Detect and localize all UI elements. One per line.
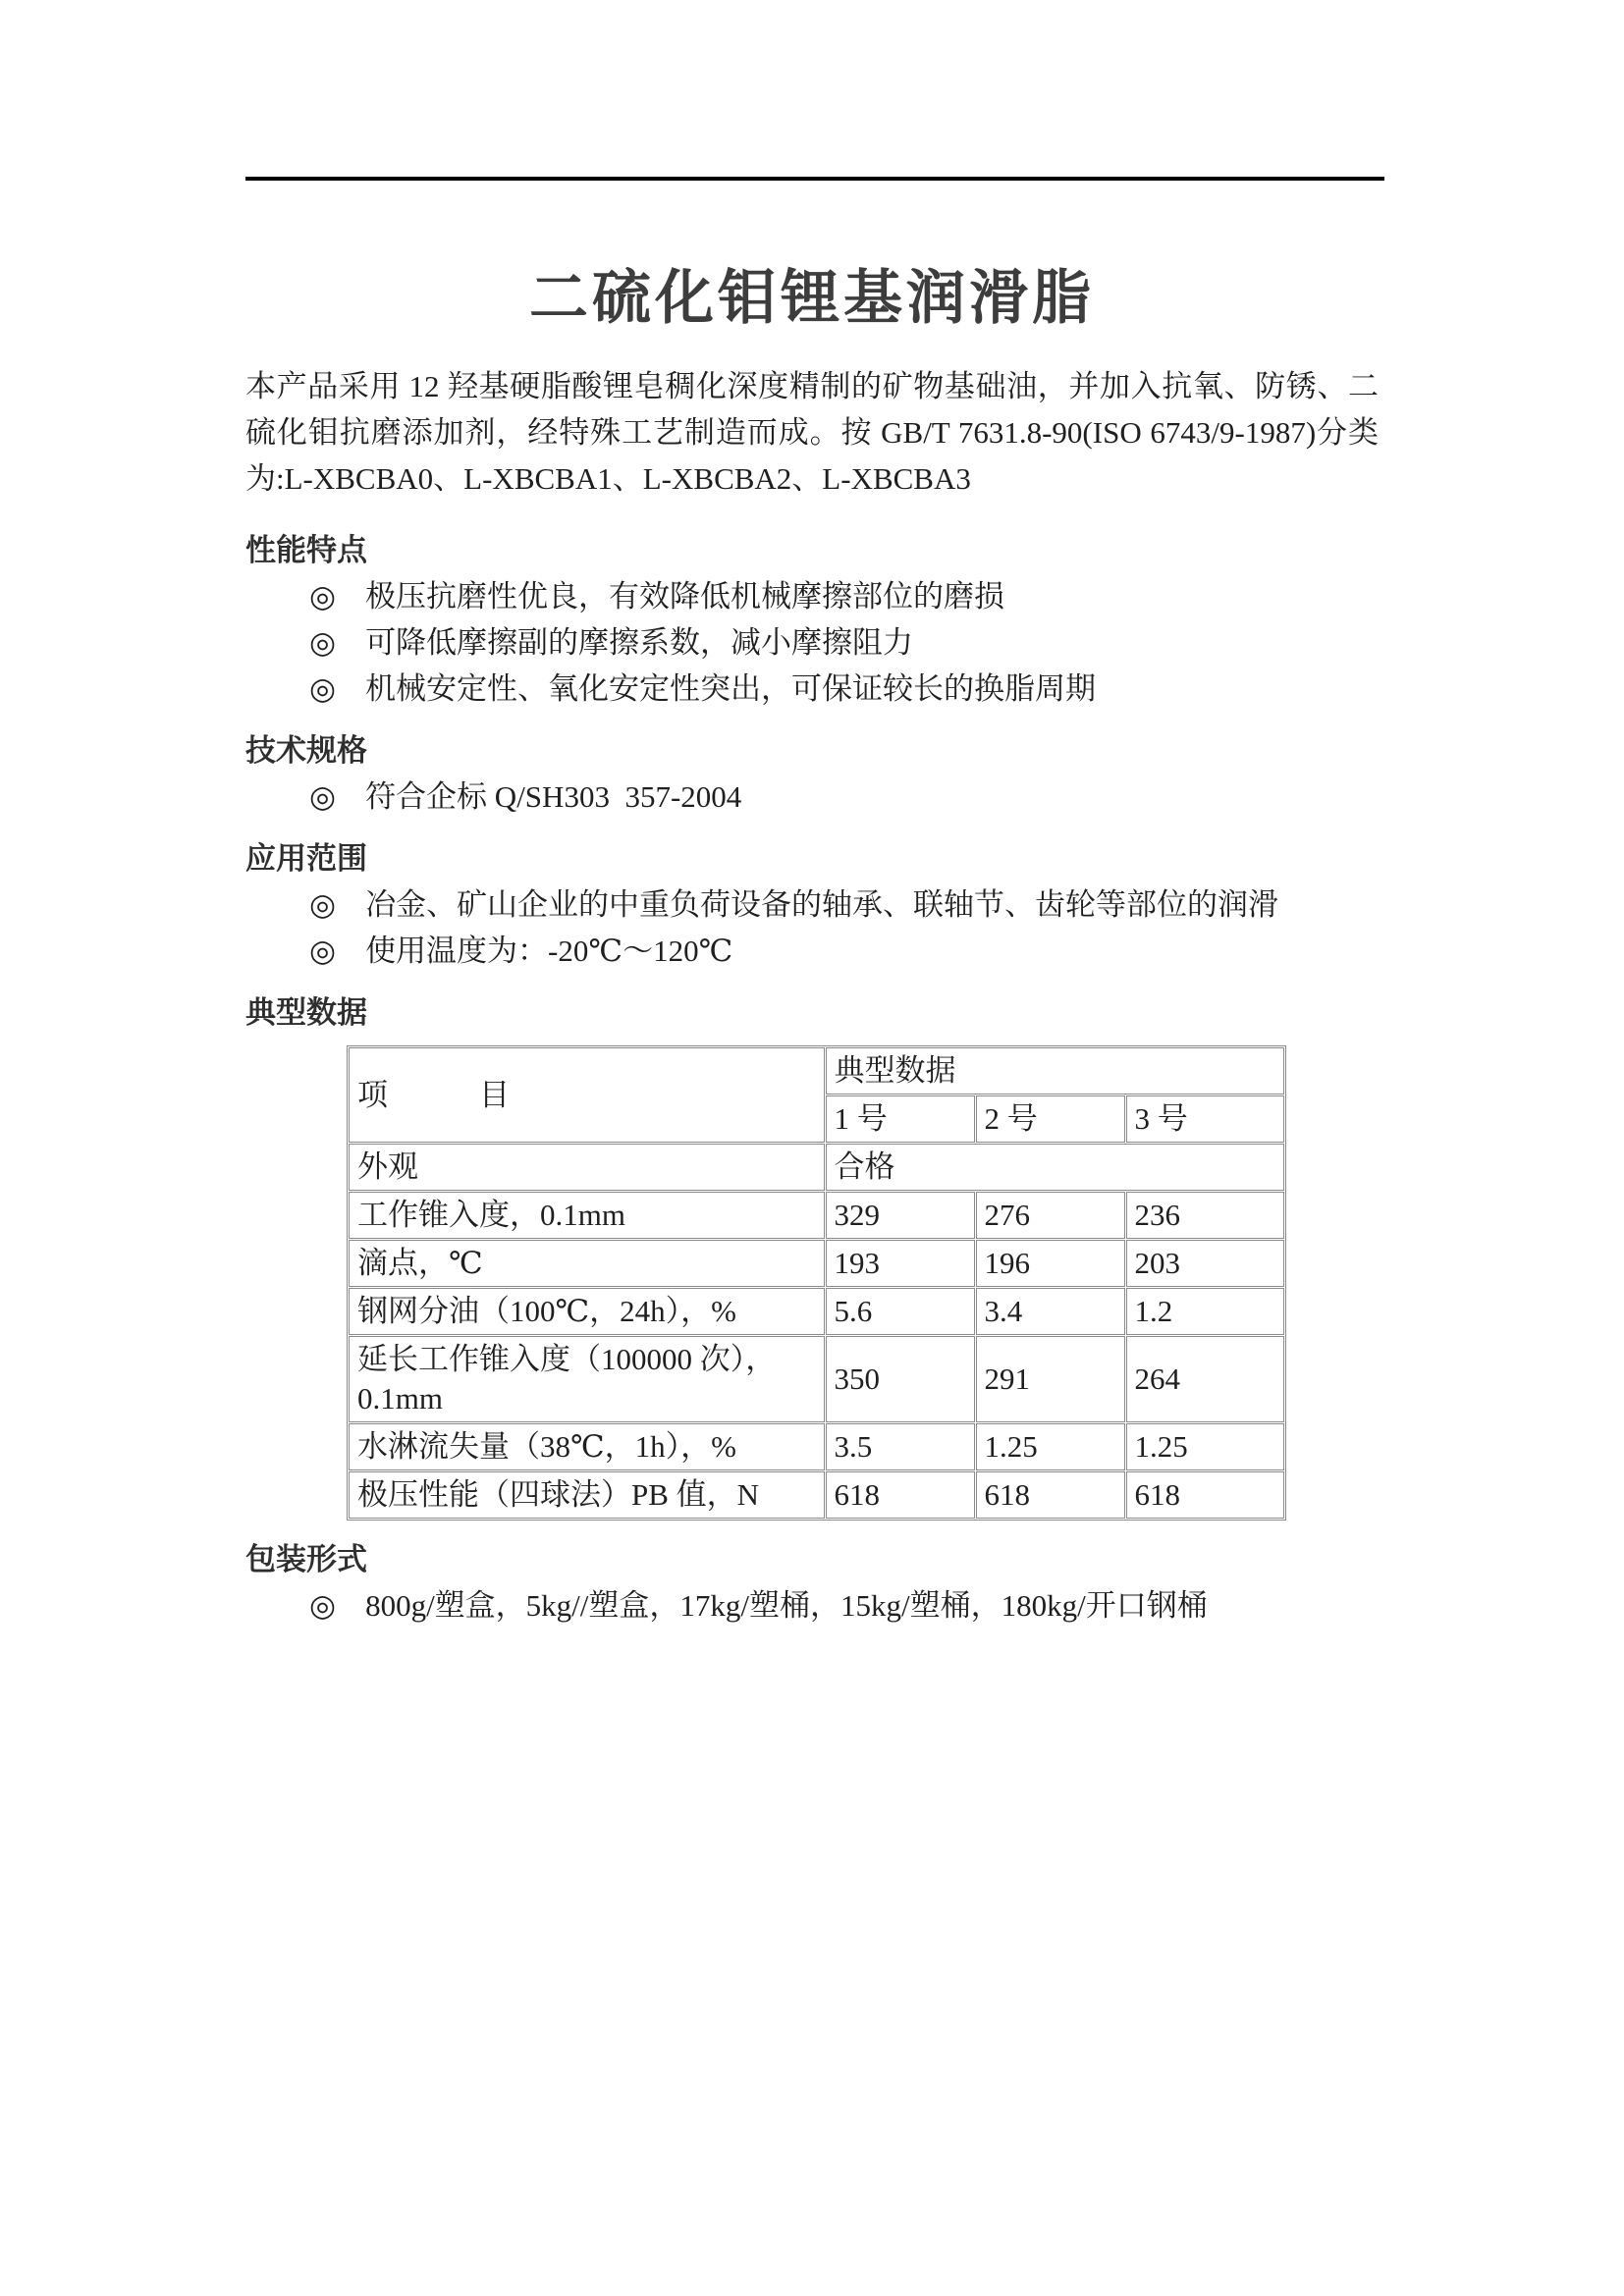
bullet-text: 使用温度为：-20℃～120℃: [365, 934, 733, 968]
bullseye-bullet-icon: ◎: [309, 934, 337, 968]
bullet-item: [245, 573, 1379, 619]
section-heading-packaging: 包装形式: [245, 1542, 367, 1576]
packaging-bullet-list: [245, 1582, 1379, 1629]
row-value: 196: [976, 1240, 1125, 1287]
row-value: 1.25: [976, 1423, 1125, 1470]
bullseye-bullet-icon: ◎: [309, 625, 337, 660]
bullet-text: 机械安定性、氧化安定性突出，可保证较长的换脂周期: [365, 671, 1097, 706]
table-row: [349, 1471, 1284, 1519]
bullseye-bullet-icon: ◎: [309, 887, 337, 922]
page-title: 二硫化钼锂基润滑脂: [529, 265, 1095, 331]
row-label: 水淋流失量（38℃，1h），%: [349, 1423, 825, 1470]
row-value: 203: [1126, 1240, 1285, 1287]
row-value: 618: [1126, 1471, 1285, 1519]
bullet-item: [245, 1582, 1379, 1629]
row-value: 264: [1126, 1336, 1285, 1422]
item-column-header: 项 目: [349, 1047, 825, 1143]
section-heading-typical-data: 典型数据: [245, 995, 367, 1030]
section-heading-performance: 性能特点: [245, 533, 367, 567]
row-value: 350: [826, 1336, 975, 1422]
row-value: 3.4: [976, 1288, 1125, 1335]
row-value: 1.2: [1126, 1288, 1285, 1335]
header-rule: [245, 177, 1384, 181]
row-value: 5.6: [826, 1288, 975, 1335]
bullseye-bullet-icon: ◎: [309, 1588, 337, 1623]
bullet-text: 极压抗磨性优良，有效降低机械摩擦部位的磨损: [365, 579, 1005, 614]
typical-data-group-header: 典型数据: [826, 1047, 1285, 1095]
application-bullet-list: [245, 881, 1379, 974]
bullseye-bullet-icon: ◎: [309, 671, 337, 706]
grade-1-header: 1 号: [826, 1095, 975, 1143]
row-label: 外观: [349, 1144, 825, 1191]
section-heading-spec: 技术规格: [245, 733, 367, 768]
row-value: 618: [826, 1471, 975, 1519]
table-row: [349, 1336, 1284, 1422]
performance-bullet-list: [245, 573, 1379, 712]
row-label: 工作锥入度，0.1mm: [349, 1192, 825, 1239]
row-value: 329: [826, 1192, 975, 1239]
section-heading-application: 应用范围: [245, 841, 367, 876]
row-label: 滴点，℃: [349, 1240, 825, 1287]
table-row: [349, 1423, 1284, 1470]
bullet-text: 冶金、矿山企业的中重负荷设备的轴承、联轴节、齿轮等部位的润滑: [365, 887, 1279, 922]
table-row: [349, 1288, 1284, 1335]
bullet-text: 可降低摩擦副的摩擦系数，减小摩擦阻力: [365, 625, 914, 660]
row-label: 极压性能（四球法）PB 值，N: [349, 1471, 825, 1519]
bullet-item: [245, 666, 1379, 712]
row-value: 236: [1126, 1192, 1285, 1239]
row-label: 钢网分油（100℃，24h），%: [349, 1288, 825, 1335]
bullet-item: [245, 881, 1379, 928]
bullet-text: 符合企标 Q/SH303 357-2004: [365, 779, 742, 814]
row-value: 291: [976, 1336, 1125, 1422]
table-header-row-1: [349, 1047, 1284, 1095]
grade-2-header: 2 号: [976, 1095, 1125, 1143]
bullseye-bullet-icon: ◎: [309, 779, 337, 814]
row-value: 3.5: [826, 1423, 975, 1470]
row-value: 1.25: [1126, 1423, 1285, 1470]
spec-bullet-list: [245, 774, 1379, 820]
grade-3-header: 3 号: [1126, 1095, 1285, 1143]
table-row: [349, 1240, 1284, 1287]
row-value: 276: [976, 1192, 1125, 1239]
intro-paragraph: 本产品采用 12 羟基硬脂酸锂皂稠化深度精制的矿物基础油，并加入抗氧、防锈、二硫化钼抗磨添加剂，经特殊工艺制造而成。按 GB/T 7631.8-90(ISO 6743/9-1987)分类为:L-XBCBA0、L-XBCBA1、L-XBCBA2、L-XBCBA3: [245, 369, 1379, 496]
bullet-item: [245, 928, 1379, 974]
table-row: [349, 1192, 1284, 1239]
bullet-item: [245, 774, 1379, 820]
bullet-text: 800g/塑盒，5kg//塑盒，17kg/塑桶，15kg/塑桶，180kg/开口钢桶: [365, 1588, 1208, 1623]
appearance-value: 合格: [826, 1144, 1285, 1191]
bullseye-bullet-icon: ◎: [309, 579, 337, 614]
typical-data-table: [347, 1045, 1286, 1521]
bullet-item: [245, 619, 1379, 666]
table-row-appearance: [349, 1144, 1284, 1191]
row-label: 延长工作锥入度（100000 次），0.1mm: [349, 1336, 825, 1422]
row-value: 193: [826, 1240, 975, 1287]
row-value: 618: [976, 1471, 1125, 1519]
